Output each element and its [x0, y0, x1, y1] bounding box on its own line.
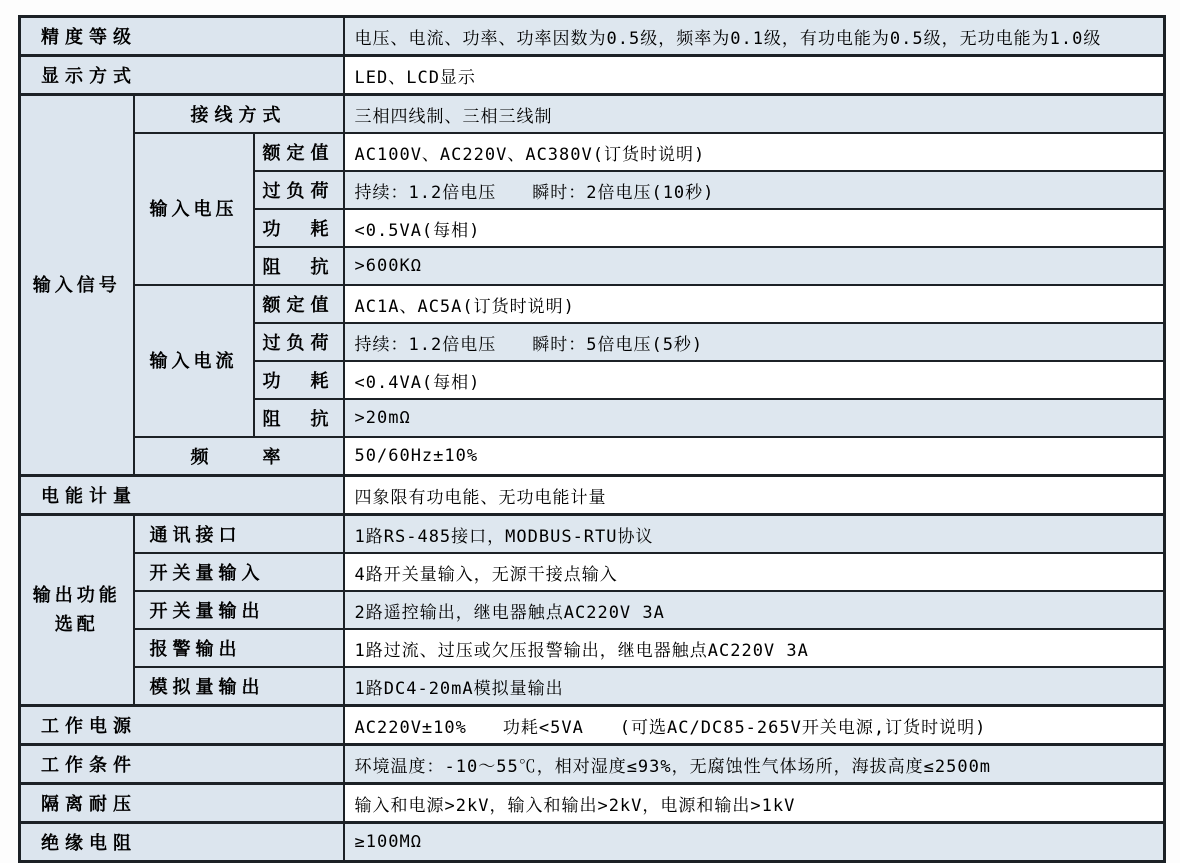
spec-value-voltage-power-consumption: <0.5VA(每相)	[344, 209, 1165, 247]
spec-label-voltage-impedance: 阻 抗	[254, 247, 344, 285]
table-row	[20, 17, 1165, 56]
spec-value-current-impedance: >20mΩ	[344, 399, 1165, 437]
spec-label-digital-output: 开关量输出	[134, 591, 344, 629]
table-row	[20, 56, 1165, 95]
spec-label-analog-output: 模拟量输出	[134, 667, 344, 706]
table-row	[20, 591, 1165, 629]
spec-value-comm-interface: 1路RS-485接口，MODBUS-RTU协议	[344, 515, 1165, 554]
spec-label-power-supply: 工作电源	[20, 706, 344, 745]
spec-label-alarm-output: 报警输出	[134, 629, 344, 667]
table-row	[20, 745, 1165, 784]
spec-label-energy-metering: 电能计量	[20, 476, 344, 515]
spec-label-working-conditions: 工作条件	[20, 745, 344, 784]
table-row	[20, 823, 1165, 862]
spec-value-wiring-mode: 三相四线制、三相三线制	[344, 95, 1165, 134]
spec-value-voltage-rated-value: AC100V、AC220V、AC380V(订货时说明)	[344, 133, 1165, 171]
group-input-signal: 输入信号	[20, 95, 134, 476]
spec-label-digital-input: 开关量输入	[134, 553, 344, 591]
table-row	[20, 437, 1165, 476]
table-row	[20, 95, 1165, 134]
spec-value-working-conditions: 环境温度：-10～55℃，相对湿度≤93%，无腐蚀性气体场所，海拔高度≤2500m	[344, 745, 1165, 784]
spec-value-display-mode: LED、LCD显示	[344, 56, 1165, 95]
spec-label-display-mode: 显示方式	[20, 56, 344, 95]
table-row	[20, 553, 1165, 591]
specification-table	[18, 15, 1166, 863]
spec-label-voltage-rated-value: 额定值	[254, 133, 344, 171]
spec-value-energy-metering: 四象限有功电能、无功电能计量	[344, 476, 1165, 515]
spec-label-comm-interface: 通讯接口	[134, 515, 344, 554]
group-output-functions-line1: 输出功能	[32, 585, 121, 606]
spec-label-wiring-mode: 接线方式	[134, 95, 344, 134]
spec-value-voltage-impedance: >600KΩ	[344, 247, 1165, 285]
spec-value-current-rated-value: AC1A、AC5A(订货时说明)	[344, 285, 1165, 323]
group-output-functions	[20, 515, 134, 706]
group-input-voltage: 输入电压	[134, 133, 254, 285]
table-row	[20, 784, 1165, 823]
spec-value-voltage-overload: 持续：1.2倍电压 瞬时：2倍电压(10秒)	[344, 171, 1165, 209]
spec-label-insulation-resistance: 绝缘电阻	[20, 823, 344, 862]
spec-label-frequency: 频 率	[134, 437, 344, 476]
group-input-current: 输入电流	[134, 285, 254, 437]
spec-label-current-power-consumption: 功 耗	[254, 361, 344, 399]
spec-value-current-overload: 持续：1.2倍电压 瞬时：5倍电压(5秒)	[344, 323, 1165, 361]
spec-value-digital-output: 2路遥控输出，继电器触点AC220V 3A	[344, 591, 1165, 629]
spec-label-current-impedance: 阻 抗	[254, 399, 344, 437]
spec-label-current-rated-value: 额定值	[254, 285, 344, 323]
spec-value-insulation-resistance: ≥100MΩ	[344, 823, 1165, 862]
spec-value-accuracy-class: 电压、电流、功率、功率因数为0.5级，频率为0.1级，有功电能为0.5级，无功电能为1.0级	[344, 17, 1165, 56]
spec-value-current-power-consumption: <0.4VA(每相)	[344, 361, 1165, 399]
table-row	[20, 667, 1165, 706]
group-output-functions-line2: 选配	[54, 614, 99, 634]
spec-value-alarm-output: 1路过流、过压或欠压报警输出，继电器触点AC220V 3A	[344, 629, 1165, 667]
table-row	[20, 476, 1165, 515]
table-row	[20, 515, 1165, 554]
spec-label-voltage-overload: 过负荷	[254, 171, 344, 209]
spec-value-frequency: 50/60Hz±10%	[344, 437, 1165, 476]
table-row	[20, 133, 1165, 171]
table-row	[20, 706, 1165, 745]
spec-label-current-overload: 过负荷	[254, 323, 344, 361]
spec-value-analog-output: 1路DC4-20mA模拟量输出	[344, 667, 1165, 706]
spec-label-isolation-voltage: 隔离耐压	[20, 784, 344, 823]
spec-value-digital-input: 4路开关量输入，无源干接点输入	[344, 553, 1165, 591]
spec-value-power-supply: AC220V±10% 功耗<5VA (可选AC/DC85-265V开关电源,订货时说明)	[344, 706, 1165, 745]
table-row	[20, 629, 1165, 667]
spec-label-accuracy-class: 精度等级	[20, 17, 344, 56]
table-row	[20, 285, 1165, 323]
spec-label-voltage-power-consumption: 功 耗	[254, 209, 344, 247]
spec-value-isolation-voltage: 输入和电源>2kV，输入和输出>2kV，电源和输出>1kV	[344, 784, 1165, 823]
